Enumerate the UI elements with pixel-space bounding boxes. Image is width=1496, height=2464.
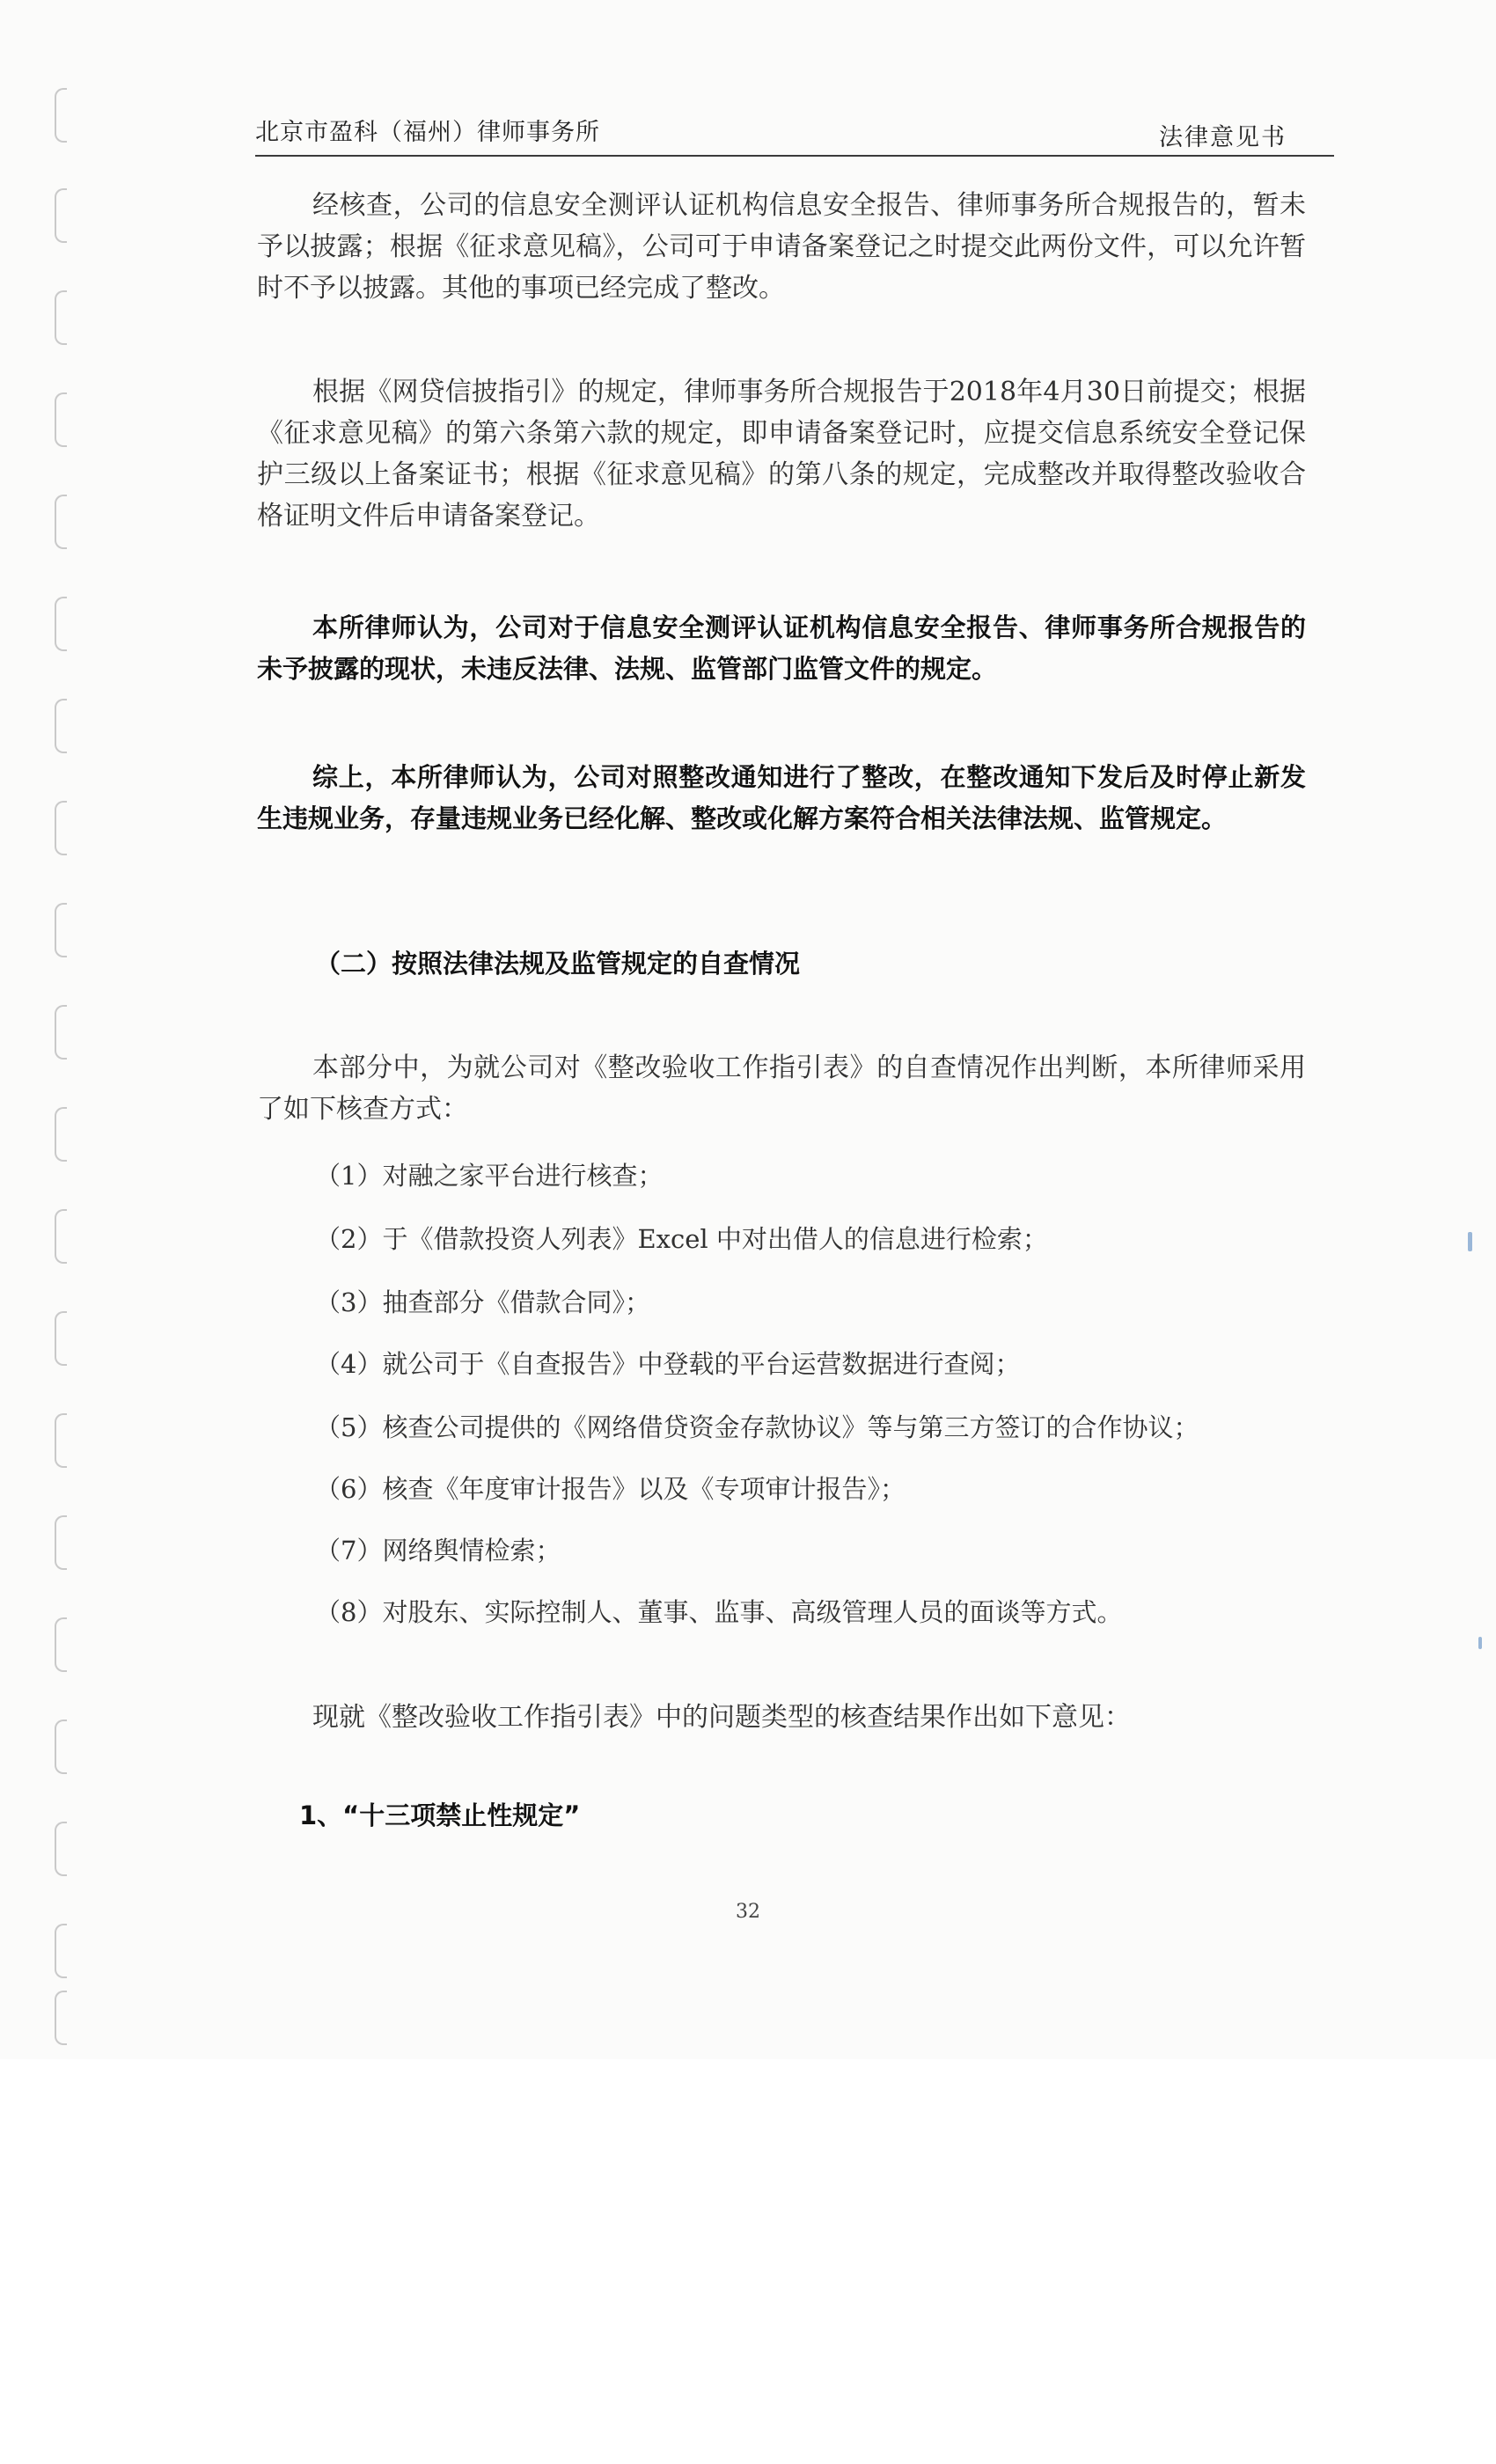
binding-hole — [55, 1991, 67, 2045]
review-method-item: （3）抽查部分《借款合同》； — [315, 1287, 650, 1317]
page-number: 32 — [736, 1901, 760, 1923]
review-method-item: （8）对股东、实际控制人、董事、监事、高级管理人员的面谈等方式。 — [315, 1597, 1123, 1627]
binding-hole — [55, 188, 67, 243]
scan-speck — [1478, 1637, 1482, 1649]
header-document-type: 法律意见书 — [1159, 124, 1287, 151]
binding-hole — [55, 903, 67, 957]
paragraph-regulatory-basis: 根据《网贷信披指引》的规定，律师事务所合规报告于2018年4月30日前提交；根据《征求意见稿》的第六条第六款的规定，即申请备案登记时，应提交信息系统安全登记保护三级以上备案证书；根据《征求意见稿》的第八条的规定，完成整改并取得整改验收合格证明文件后申请备案登记。 — [257, 377, 1306, 532]
binding-hole — [55, 597, 67, 651]
review-method-item: （7）网络舆情检索； — [315, 1536, 561, 1566]
header-firm-name: 北京市盈科（福州）律师事务所 — [255, 119, 600, 146]
review-method-item: （4）就公司于《自查报告》中登载的平台运营数据进行查阅； — [315, 1349, 1021, 1379]
review-method-item: （5）核查公司提供的《网络借贷资金存款协议》等与第三方签订的合作协议； — [315, 1412, 1199, 1442]
review-method-item: （2）于《借款投资人列表》Excel 中对出借人的信息进行检索； — [315, 1224, 1048, 1254]
binding-hole — [55, 392, 67, 447]
binding-hole — [55, 1822, 67, 1876]
binding-hole — [55, 1413, 67, 1468]
review-method-item: （6）核查《年度审计报告》以及《专项审计报告》； — [315, 1474, 906, 1504]
subheading-prohibitions: 1、“十三项禁止性规定” — [299, 1800, 581, 1830]
binding-hole — [55, 1924, 67, 1978]
binding-hole — [55, 801, 67, 855]
binding-hole — [55, 699, 67, 753]
binding-hole — [55, 1515, 67, 1570]
paragraph-disclosure-status: 经核查，公司的信息安全测评认证机构信息安全报告、律师事务所合规报告的，暂未予以披露；根据《征求意见稿》，公司可于申请备案登记之时提交此两份文件，可以允许暂时不予以披露。其他的事项已经完成了整改。 — [257, 190, 1306, 304]
paragraph-findings-intro: 现就《整改验收工作指引表》中的问题类型的核查结果作出如下意见： — [312, 1702, 1131, 1733]
binding-hole — [55, 290, 67, 345]
page-header — [255, 109, 1334, 157]
paragraph-lawyer-opinion: 本所律师认为，公司对于信息安全测评认证机构信息安全报告、律师事务所合规报告的未予披露的现状，未违反法律、法规、监管部门监管文件的规定。 — [257, 612, 1306, 684]
scan-speck — [1468, 1232, 1472, 1251]
binding-hole — [55, 1209, 67, 1264]
binding-hole — [55, 1005, 67, 1060]
binding-hole — [55, 1107, 67, 1162]
binding-hole — [55, 1617, 67, 1672]
binding-hole — [55, 495, 67, 549]
section-heading: （二）按照法律法规及监管规定的自查情况 — [315, 949, 801, 979]
binding-hole — [55, 1720, 67, 1774]
review-method-item: （1）对融之家平台进行核查； — [315, 1161, 664, 1191]
paragraph-conclusion: 综上，本所律师认为，公司对照整改通知进行了整改，在整改通知下发后及时停止新发生违规业务，存量违规业务已经化解、整改或化解方案符合相关法律法规、监管规定。 — [257, 762, 1306, 833]
binding-hole — [55, 1311, 67, 1366]
paragraph-review-intro: 本部分中，为就公司对《整改验收工作指引表》的自查情况作出判断，本所律师采用了如下核查方式： — [257, 1052, 1306, 1125]
binding-holes — [35, 0, 79, 2059]
binding-hole — [55, 88, 67, 143]
